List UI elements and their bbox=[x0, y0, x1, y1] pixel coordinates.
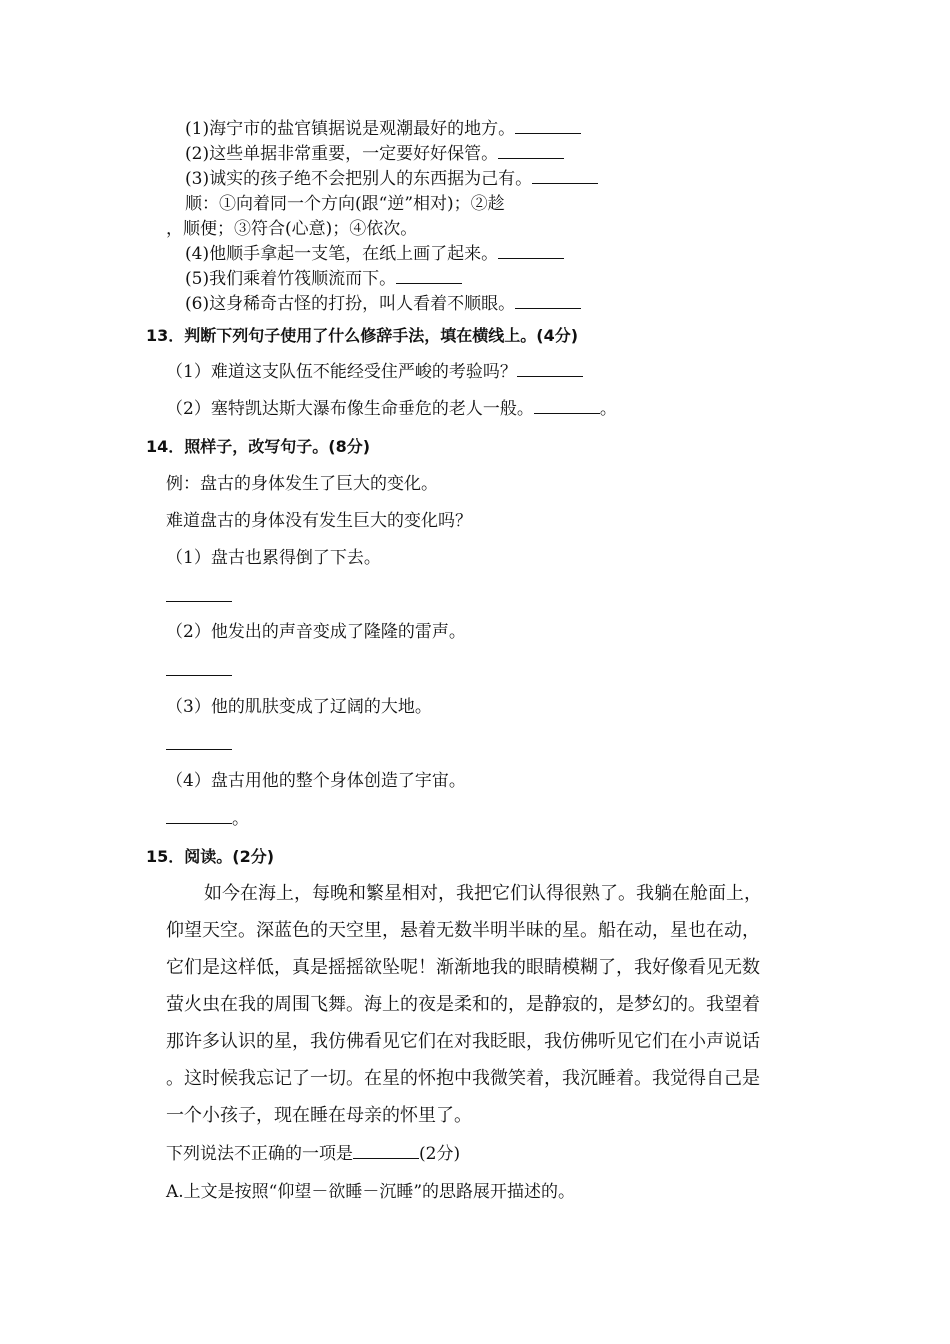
q12-line-3: (3)诚实的孩子绝不会把别人的东西据为己有。 bbox=[185, 168, 598, 190]
q14-item-1: （1）盘古也累得倒了下去。 bbox=[166, 548, 381, 568]
q15-passage-line-1: 如今在海上，每晚和繁星相对，我把它们认得很熟了。我躺在舱面上， bbox=[204, 883, 762, 904]
q15-option-a: A.上文是按照“仰望－欲睡－沉睡”的思路展开描述的。 bbox=[166, 1182, 576, 1202]
q12-line-5: (5)我们乘着竹筏顺流而下。 bbox=[185, 268, 462, 290]
q14-item-3: （3）他的肌肤变成了辽阔的大地。 bbox=[166, 697, 432, 717]
q15-passage-line-2: 仰望天空。深蓝色的天空里，悬着无数半明半昧的星。船在动，星也在动， bbox=[166, 920, 760, 941]
q12-definition-line-2: ，顺便；③符合(心意)；④依次。 bbox=[166, 219, 418, 239]
q14-answer-line-4: 。 bbox=[166, 808, 249, 830]
q12-line-4: (4)他顺手拿起一支笔，在纸上画了起来。 bbox=[185, 243, 564, 265]
q15-question: 下列说法不正确的一项是 (2分) bbox=[166, 1144, 461, 1164]
answer-blank[interactable] bbox=[515, 293, 581, 309]
answer-blank[interactable] bbox=[353, 1143, 419, 1159]
answer-blank[interactable] bbox=[166, 808, 232, 824]
q14-item-4: （4）盘古用他的整个身体创造了宇宙。 bbox=[166, 771, 466, 791]
q15-passage-line-4: 萤火虫在我的周围飞舞。海上的夜是柔和的，是静寂的，是梦幻的。我望着 bbox=[166, 994, 760, 1015]
q12-definition-line-1: 顺：①向着同一个方向(跟“逆”相对)；②趁 bbox=[185, 194, 505, 214]
q15-passage-line-3: 它们是这样低，真是摇摇欲坠呢！渐渐地我的眼睛模糊了，我好像看见无数 bbox=[166, 957, 760, 978]
answer-blank[interactable] bbox=[498, 143, 564, 159]
q14-title: 14．照样子，改写句子。(8分) bbox=[146, 437, 371, 456]
q14-answer-line-2 bbox=[166, 660, 232, 682]
q13-item-2: （2）塞特凯达斯大瀑布像生命垂危的老人一般。 。 bbox=[166, 399, 617, 419]
q14-answer-line-1 bbox=[166, 586, 232, 608]
q14-answer-line-3 bbox=[166, 734, 232, 756]
q14-example-answer: 难道盘古的身体没有发生巨大的变化吗？ bbox=[166, 511, 472, 531]
answer-blank[interactable] bbox=[515, 118, 581, 134]
answer-blank[interactable] bbox=[532, 168, 598, 184]
q13-title: 13．判断下列句子使用了什么修辞手法，填在横线上。(4分) bbox=[146, 326, 579, 345]
q14-example: 例：盘古的身体发生了巨大的变化。 bbox=[166, 474, 438, 494]
q15-passage-line-7: 一个小孩子，现在睡在母亲的怀里了。 bbox=[166, 1105, 472, 1126]
q15-title: 15．阅读。(2分) bbox=[146, 847, 275, 866]
q14-item-2: （2）他发出的声音变成了隆隆的雷声。 bbox=[166, 622, 466, 642]
q15-passage-line-5: 那许多认识的星，我仿佛看见它们在对我眨眼，我仿佛听见它们在小声说话 bbox=[166, 1031, 760, 1052]
answer-blank[interactable] bbox=[166, 586, 232, 602]
answer-blank[interactable] bbox=[166, 660, 232, 676]
q12-line-1: (1)海宁市的盐官镇据说是观潮最好的地方。 bbox=[185, 118, 581, 140]
answer-blank[interactable] bbox=[517, 361, 583, 377]
q12-line-6: (6)这身稀奇古怪的打扮，叫人看着不顺眼。 bbox=[185, 293, 581, 315]
answer-blank[interactable] bbox=[166, 734, 232, 750]
answer-blank[interactable] bbox=[396, 268, 462, 284]
answer-blank[interactable] bbox=[498, 243, 564, 259]
q15-passage-line-6: 。这时候我忘记了一切。在星的怀抱中我微笑着，我沉睡着。我觉得自己是 bbox=[166, 1068, 760, 1089]
answer-blank[interactable] bbox=[534, 398, 600, 414]
q12-line-2: (2)这些单据非常重要，一定要好好保管。 bbox=[185, 143, 564, 165]
q13-item-1: （1）难道这支队伍不能经受住严峻的考验吗？ bbox=[166, 361, 583, 383]
